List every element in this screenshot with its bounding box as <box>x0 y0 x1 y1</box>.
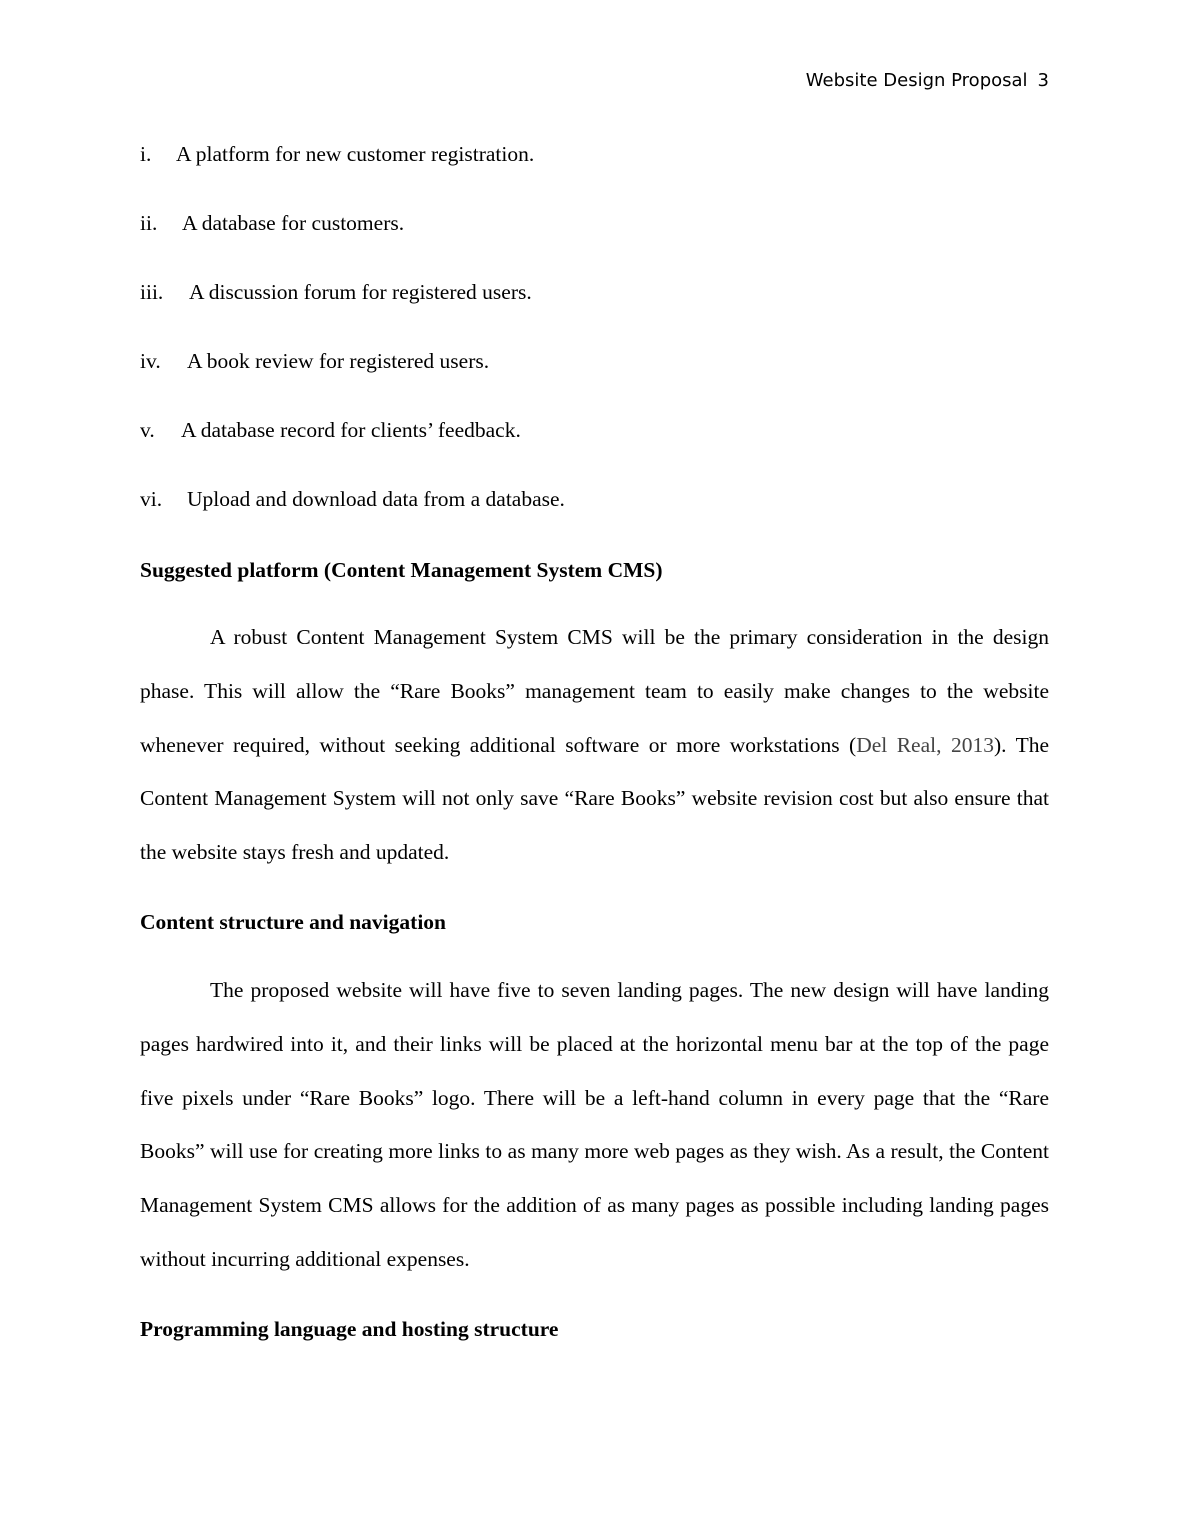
list-marker: v. <box>140 418 155 442</box>
list-item-text: A database for customers. <box>182 211 405 235</box>
list-item <box>140 346 489 376</box>
list-marker: iii. <box>140 280 164 304</box>
page-number: 3 <box>1037 70 1049 91</box>
list-marker: i. <box>140 142 152 166</box>
list-item <box>140 484 565 514</box>
list-item-text: A book review for registered users. <box>187 349 490 373</box>
list-marker: vi. <box>140 487 163 511</box>
paragraph-cms <box>140 611 1049 880</box>
paragraph-cms-text-end: ). The Content Management System will not only save “Rare Books” website revision cost but also ensure that the website stays fresh and updated. <box>140 732 1050 865</box>
list-item <box>140 139 534 169</box>
list-item <box>140 277 532 307</box>
list-item <box>140 415 521 445</box>
list-item-text: A platform for new customer registration. <box>176 142 535 166</box>
list-marker: ii. <box>140 211 158 235</box>
section-heading-programming-language: Programming language and hosting structure <box>140 1317 559 1341</box>
paragraph-navigation: The proposed website will have five to seven landing pages. The new design will have landing pages hardwired into it, and their links will be placed at the horizontal menu bar at the top of the page five pixels under “Rare Books” logo. There will be a left-hand column in every page that the “Rare Books” will use for creating more links to as many more web pages as they wish. As a result, the Content Management System CMS allows for the addition of as many pages as possible including landing pages without incurring additional expenses. <box>140 978 1049 1271</box>
list-item-text: A database record for clients’ feedback. <box>181 418 521 442</box>
list-item-text: Upload and download data from a database. <box>187 487 565 511</box>
list-item-text: A discussion forum for registered users. <box>189 280 532 304</box>
list-item <box>140 208 404 238</box>
section-heading-content-structure: Content structure and navigation <box>140 910 446 934</box>
paragraph-cms-text: A robust Content Management System CMS will be the primary consideration in the design phase. This will allow the “Rare Books” management team to easily make changes to the website whenever required, without seeking additional software or more workstations ( <box>140 625 1049 757</box>
list-marker: iv. <box>140 349 161 373</box>
citation: Del Real, 2013 <box>856 732 994 757</box>
running-header <box>806 70 1049 91</box>
header-title: Website Design Proposal <box>805 70 1028 91</box>
section-heading-suggested-platform: Suggested platform (Content Management System CMS) <box>140 558 663 582</box>
